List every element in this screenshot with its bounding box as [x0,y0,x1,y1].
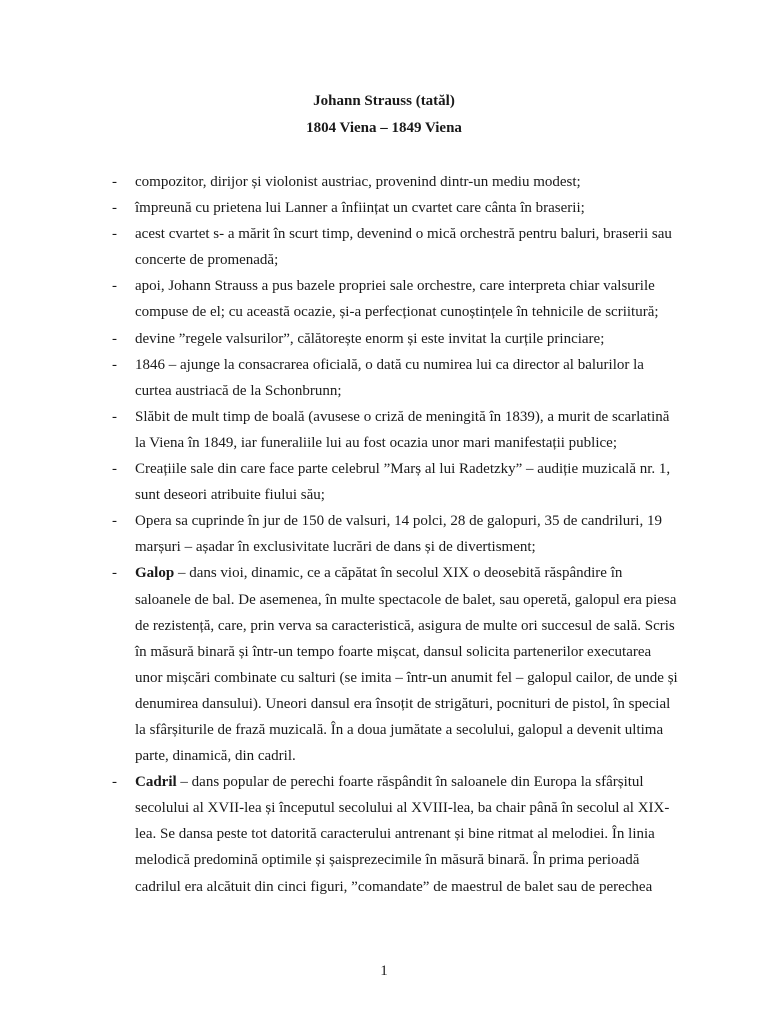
text-line: unor mișcări combinate cu salturi (se imita – într-un anumit fel – galopul cailor, de unde și [135,669,678,686]
text-line: la sfârșiturile de frază muzicală. În a doua jumătate a secolului, galopul a devenit ultima [135,721,664,738]
list-item-text [135,560,678,769]
text-line: concerte de promenadă; [135,252,279,269]
list-item [0,404,768,456]
document-subtitle: 1804 Viena – 1849 Viena [306,120,462,136]
list-bullet: - [112,330,117,347]
list-item-text [135,508,662,560]
text-line: apoi, Johann Strauss a pus bazele propriei sale orchestre, care interpreta chiar valsurile [135,278,655,295]
text-line: în măsură binară și într-un tempo foarte mișcat, dansul solicita partenerilor executarea [135,643,652,660]
list-item-text [135,456,671,508]
bullet-list [0,169,768,900]
list-item [0,456,768,508]
list-bullet: - [112,200,117,217]
list-item-text [135,769,670,899]
list-item [0,221,768,273]
list-item [0,769,768,899]
text-line: sunt deseori atribuite fiului său; [135,487,325,504]
list-item [0,326,768,352]
list-item-text [135,404,670,456]
text-line: melodică predomină optimile și șaisprezecimile în măsură binară. În prima perioadă [135,852,640,869]
text-line: parte, dinamică, din cadril. [135,748,296,765]
text-line: Slăbit de mult timp de boală (avusese o criză de meningită în 1839), a murit de scarlatină [135,408,670,425]
list-item [0,352,768,404]
term-definition: – dans vioi, dinamic, ce a căpătat în secolul XIX o deosebită răspândire în [174,565,623,582]
list-item-text [135,273,662,325]
text-line: denumirea dansului). Uneori dansul era însoțit de strigături, pocnituri de pistol, în special [135,695,671,712]
list-bullet: - [112,408,117,425]
list-item-text [135,195,662,221]
text-line: compuse de el; cu această ocazie, și-a perfecționat cunoștințele în tehnicile de scriitură; [135,304,659,321]
list-bullet: - [112,513,117,530]
list-item [0,273,768,325]
text-line: cadrilul era alcătuit din cinci figuri, ”comandate” de maestrul de balet sau de perechea [135,878,653,895]
list-bullet: - [112,278,117,295]
term-heading: Cadril [135,774,177,791]
list-bullet: - [112,356,117,373]
list-item [0,560,768,769]
text-line: împreună cu prietena lui Lanner a înființat un cvartet care cânta în braserii; [135,200,585,217]
list-item [0,195,768,221]
list-item-text [135,352,662,404]
text-line: saloanele de bal. De asemenea, în multe spectacole de balet, sau operetă, galopul era piesa [135,591,677,608]
list-item-text [135,169,662,195]
text-line: secolului al XVII-lea și începutul secolului al XVIII-lea, ba chair până în secolul al XIX- [135,800,670,817]
list-item [0,508,768,560]
list-bullet: - [112,174,117,190]
list-bullet: - [112,461,117,478]
list-item [0,169,768,195]
text-line: la Viena în 1849, iar funeraliile lui au fost ocazia unor mari manifestații publice; [135,434,617,451]
page-number: 1 [380,963,388,979]
text-line: Creațiile sale din care face parte celebrul ”Marș al lui Radetzky” – audiție muzicală nr. 1, [135,461,671,478]
text-line: 1846 – ajunge la consacrarea oficială, o dată cu numirea lui ca director al balurilor la [135,356,644,373]
text-line: devine ”regele valsurilor”, călătorește enorm și este invitat la curțile princiare; [135,330,605,347]
text-line: marșuri – așadar în exclusivitate lucrări de dans și de divertisment; [135,539,536,556]
text-line: Opera sa cuprinde în jur de 150 de valsuri, 14 polci, 28 de galopuri, 35 de candriluri, 19 [135,513,662,530]
list-bullet: - [112,565,117,582]
text-line: lea. Se dansa peste tot datorită caracterului antrenant și bine ritmat al melodiei. În linia [135,826,655,843]
list-bullet: - [112,774,117,791]
term-definition: – dans popular de perechi foarte răspândit în saloanele din Europa la sfârșitul [176,774,644,791]
text-line: acest cvartet s- a mărit în scurt timp, devenind o mică orchestră pentru baluri, braserii sau [135,226,672,243]
text-line: curtea austriacă de la Schonbrunn; [135,382,342,399]
text-line [135,560,662,586]
text-line [135,769,662,795]
list-item-text [135,326,662,352]
list-item-text [135,221,672,273]
document-title: Johann Strauss (tatăl) [313,93,455,109]
text-line: de rezistență, care, prin verva sa caracteristică, asigura de multe ori succesul de sală. Scris [135,617,675,634]
text-line: compozitor, dirijor și violonist austriac, provenind dintr-un mediu modest; [135,174,581,190]
list-bullet: - [112,226,117,243]
term-heading: Galop [135,565,175,582]
